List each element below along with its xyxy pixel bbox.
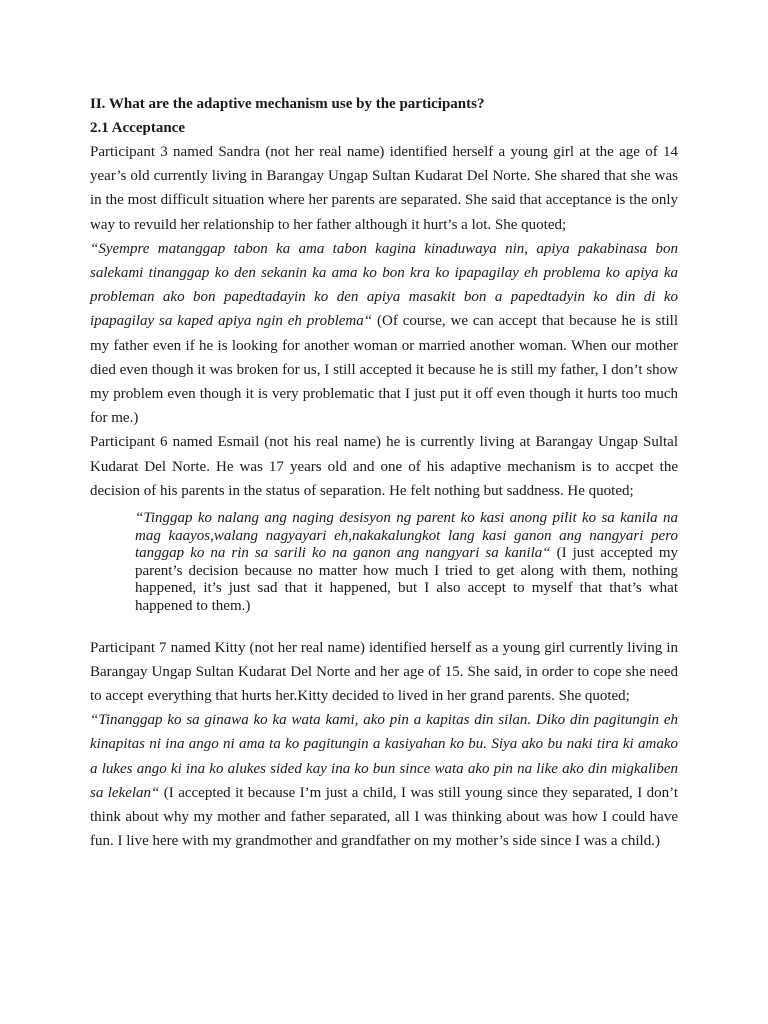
quote-text: “Tinggap ko nalang ang naging desisyon ng parent ko kasi anong pilit ko sa kanila na mag kaayos,walang nagyayari eh,nakakalungkot lang kasi ganon ang nangyari pero tanggap ko na rin sa sarili ko na ganon ang nangyari sa kanila“ bbox=[135, 510, 678, 562]
quote-text: “Syempre matanggap tabon ka ama tabon kagina kinaduwaya nin, apiya pakabinasa bon salekami tinanggap ko den sekanin ka ama ko bon kra ko ipapagilay eh problema ko apiya ka probleman ako bon papedtadayin ko den apiya masakit bon a papedtadyin ko din di ko ipapagilay sa kaped apiya ngin eh problema“ bbox=[90, 240, 678, 330]
quote-participant-7 bbox=[90, 708, 678, 853]
quote-translation: (Of course, we can accept that because he is still my father even if he is looking for another woman or married another woman. When our mother died even though it was broken for us, I still accepted it because he is still my father, I don’t show my problem even though it is very problematic that I just put it off even though it hurts too much for me.) bbox=[90, 313, 678, 427]
paragraph-participant-6: Participant 6 named Esmail (not his real name) he is currently living at Barangay Ungap Sultal Kudarat Del Norte. He was 17 years old and one of his adaptive mechanism is to accpet the decision of his parents in the status of separation. He felt nothing but saddness. He quoted; bbox=[90, 434, 678, 499]
quote-translation: (I accepted it because I’m just a child, I was still young since they separated, I don’t think about why my mother and father separated, all I was thinking about was how I could have fun. I live here with my grandmother and grandfather on my mother’s side since I was a child.) bbox=[90, 784, 678, 850]
document-page bbox=[90, 92, 678, 853]
subsection-title: 2.1 Acceptance bbox=[90, 120, 185, 136]
quote-text: “Tinanggap ko sa ginawa ko ka wata kami, ako pin a kapitas din silan. Diko din pagitungin eh kinapitas ni ina ango ni ama ta ko pagitungin a kasiyahan ko bu. Siya ako bu naki tira ki amako a lukes ango ki ina ko alukes sided kay ina ko bun since wata ako pin na like ako din migkaliben sa lekelan“ bbox=[90, 712, 678, 801]
paragraph-participant-3: Participant 3 named Sandra (not her real name) identified herself a young girl at the age of 14 year’s old currently living in Barangay Ungap Sultan Kudarat Del Norte. She shared that she was in the most difficult situation where her parents are separated. She said that acceptance is the only way to revuild her relationship to her father although it hurt’s a lot. She quoted; bbox=[90, 144, 678, 233]
quote-participant-3 bbox=[90, 237, 678, 431]
section-title: II. What are the adaptive mechanism use by the participants? bbox=[90, 96, 485, 112]
paragraph-participant-7: Participant 7 named Kitty (not her real name) identified herself as a young girl currently living in Barangay Ungap Sultan Kudarat Del Norte and her age of 15. She said, in order to cope she need to accept everything that hurts her.Kitty decided to lived in her grand parents. She quoted; bbox=[90, 639, 678, 705]
quote-translation: (I just accepted my parent’s decision because no matter how much I tried to get along with them, nothing happened, it’s just sad that it happened, but I also accept to myself that that’s what happened to them.) bbox=[135, 545, 678, 615]
block-quote-participant-6 bbox=[135, 510, 678, 616]
spacer bbox=[90, 616, 678, 636]
